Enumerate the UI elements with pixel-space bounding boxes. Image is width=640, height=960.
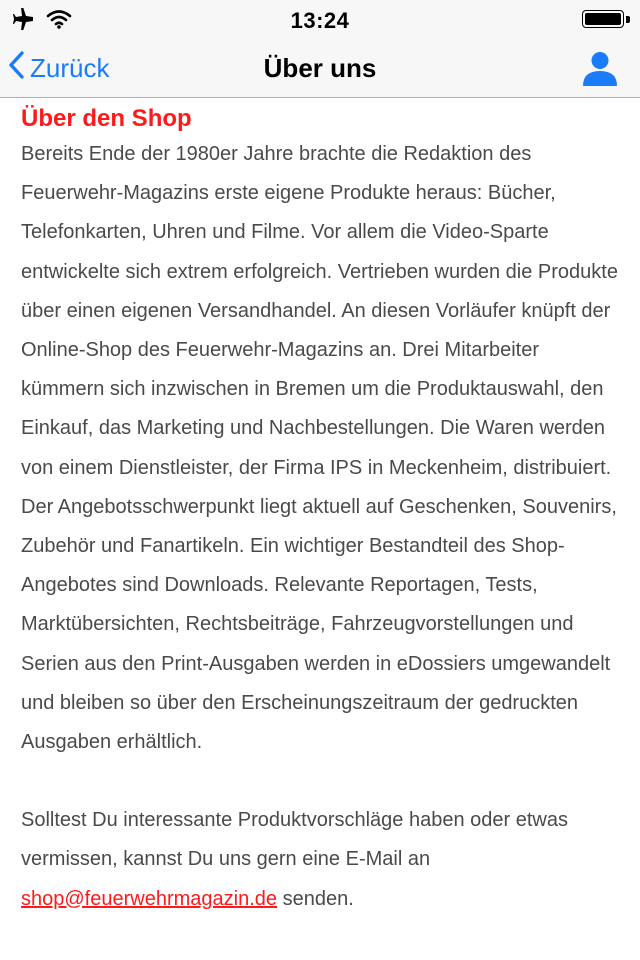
back-button[interactable]	[8, 40, 109, 97]
status-bar	[0, 0, 640, 40]
content-area	[21, 98, 625, 919]
back-button-label: Zurück	[30, 53, 110, 83]
contact-text-after: senden.	[277, 887, 354, 910]
contact-paragraph	[21, 801, 625, 919]
person-icon	[580, 76, 620, 93]
status-time: 13:24	[290, 8, 350, 33]
email-link[interactable]: shop@feuerwehrmagazin.de	[21, 887, 278, 910]
battery-fill	[585, 13, 621, 25]
battery-icon	[582, 10, 630, 30]
page-title: Über uns	[263, 53, 377, 83]
chevron-left-icon	[8, 51, 30, 86]
profile-button[interactable]	[580, 49, 620, 89]
navigation-bar	[0, 40, 640, 98]
section-title: Über den Shop	[21, 105, 192, 132]
shop-description-paragraph: Bereits Ende der 1980er Jahre brachte die Redaktion des Feuerwehr-Magazins erste eigene Produkte heraus: Bücher, Telefonkarten, Uhren und Filme. Vor allem die Video-Sparte entwickelte sich extrem erfolgreich. Vertrieben wurden die Produkte über einen eigenen Versandhandel. An diesen Vorläufer knüpft der Online-Shop des Feuerwehr-Magazins an. Drei Mitarbeiter kümmern sich inzwischen in Bremen um die Produktauswahl, den Einkauf, das Marketing und Nachbestellungen. Die Waren werden von einem Dienstleister, der Firma IPS in Meckenheim, distribuiert. Der Angebotsschwerpunkt liegt aktuell auf Geschenken, Souvenirs, Zubehör und Fanartikeln. Ein wichtiger Bestandteil des Shop-Angebotes sind Downloads. Relevante Reportagen, Tests, Marktübersichten, Rechtsbeiträge, Fahrzeugvorstellungen und Serien aus den Print-Ausgaben werden in eDossiers umgewandelt und bleiben so über den Erscheinungszeitraum der gedruckten Ausgaben erhältlich.	[21, 143, 618, 754]
contact-text-before: Solltest Du interessante Produktvorschläge haben oder etwas vermissen, kannst Du uns gern eine E-Mail an	[21, 809, 568, 871]
